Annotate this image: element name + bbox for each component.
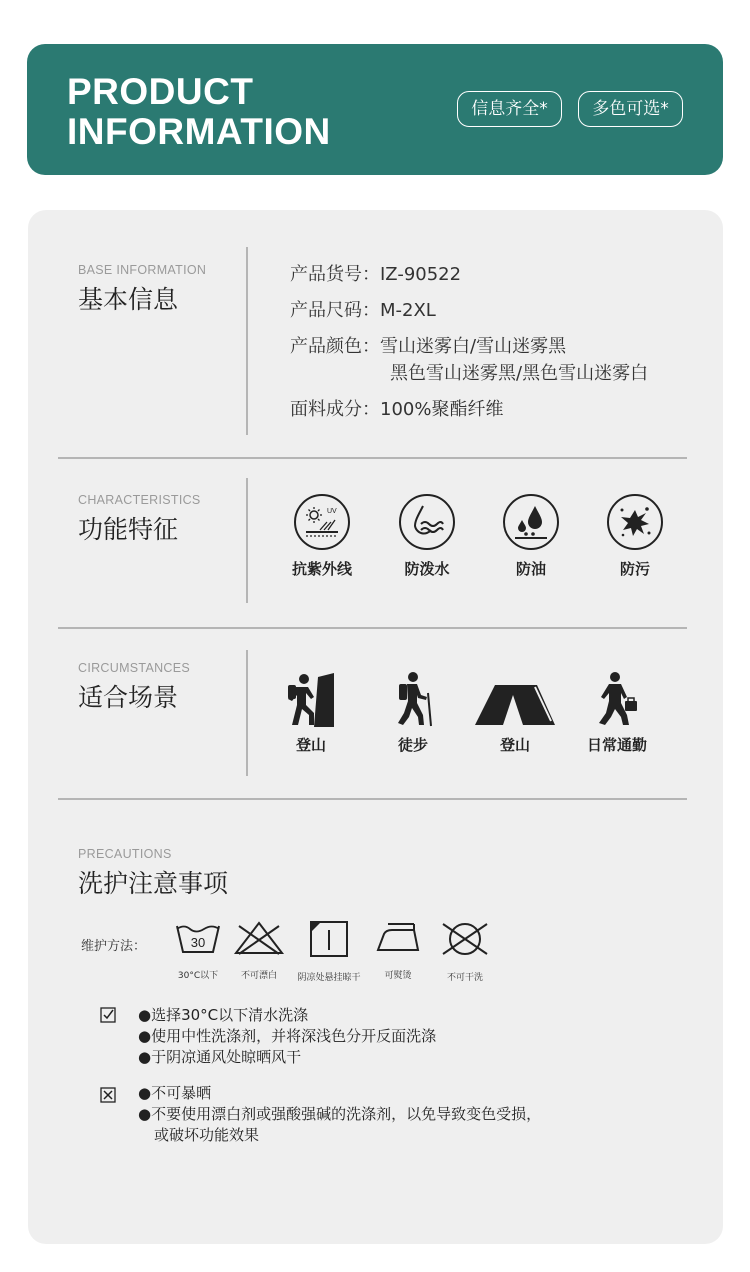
feature-label: 防泼水 (404, 560, 450, 578)
divider-vertical (246, 478, 248, 603)
care-method-label: 维护方法： (81, 939, 147, 954)
feature-label: 防油 (515, 560, 546, 578)
feature-water (382, 494, 472, 579)
info-label: 面料成分： (290, 399, 380, 420)
info-value: IZ-90522 (380, 264, 462, 285)
info-value: 黑色雪山迷雾黑/黑色雪山迷雾白 (390, 363, 649, 384)
oil-proof-icon (503, 494, 559, 550)
scene-hiking (363, 667, 463, 755)
hiking-icon (363, 667, 463, 727)
scene-commute (567, 667, 667, 755)
characteristics-section-title: 功能特征 (78, 515, 179, 544)
checkbox-crossed-icon (100, 1087, 116, 1103)
scene-tent (465, 667, 565, 755)
feature-uv (277, 494, 367, 579)
list-item: ●使用中性洗涤剂，并将深浅色分开反面洗涤 (138, 1027, 437, 1045)
info-row-color-cont (390, 359, 648, 385)
base-section-en: BASE INFORMATION (78, 263, 207, 277)
info-row-material (290, 395, 503, 421)
info-value: 雪山迷雾白/雪山迷雾黑 (380, 336, 567, 357)
scene-climbing (261, 667, 361, 755)
list-item: ●于阴凉通风处晾晒风干 (138, 1048, 302, 1066)
list-item: ●选择30°C以下清水洗涤 (138, 1006, 309, 1024)
care-label: 不可干洗 (446, 973, 483, 983)
line-dry-shade-icon (289, 920, 369, 962)
base-section-title: 基本信息 (78, 285, 179, 314)
care-bleach (219, 920, 299, 981)
info-row-sku (290, 260, 461, 286)
feature-label: 防污 (619, 560, 650, 578)
wash-temp-text: 30 (190, 935, 206, 950)
checkbox-checked-icon (100, 1007, 116, 1023)
tag-complete-info: 信息齐全* (457, 91, 562, 127)
divider-horizontal (58, 627, 687, 629)
stain-proof-icon (607, 494, 663, 550)
no-bleach-icon (219, 920, 299, 960)
do-list (138, 1005, 436, 1068)
care-dryclean (425, 920, 505, 983)
no-dry-clean-icon (425, 920, 505, 962)
precautions-section-title: 洗护注意事项 (78, 869, 229, 898)
circumstances-section-en: CIRCUMSTANCES (78, 661, 191, 675)
header-banner (27, 44, 723, 175)
title-line-2: INFORMATION (67, 111, 331, 152)
care-dry (289, 920, 369, 983)
water-repellent-icon (399, 494, 455, 550)
feature-label: 抗紫外线 (291, 560, 352, 578)
tent-icon (465, 667, 565, 727)
divider-vertical (246, 650, 248, 776)
care-label: 30°C以下 (177, 971, 219, 981)
info-label: 产品货号： (290, 264, 380, 285)
page-title (67, 72, 331, 152)
list-item: 或破坏功能效果 (154, 1126, 260, 1144)
uv-protection-icon (294, 494, 350, 550)
info-label: 产品尺码： (290, 300, 380, 321)
care-label: 可熨烫 (384, 971, 412, 981)
list-item: ●不可暴晒 (138, 1084, 212, 1102)
scene-label: 登山 (295, 736, 326, 754)
info-label: 产品颜色： (290, 336, 380, 357)
feature-oil (486, 494, 576, 579)
list-item: ●不要使用漂白剂或强酸强碱的洗涤剂，以免导致变色受损， (138, 1105, 542, 1123)
care-label: 阴凉处悬挂晾干 (297, 973, 361, 983)
circumstances-section-title: 适合场景 (78, 683, 179, 712)
divider-horizontal (58, 457, 687, 459)
info-value: 100%聚酯纤维 (380, 399, 504, 420)
info-row-size (290, 296, 436, 322)
info-row-color (290, 332, 566, 358)
dont-list (138, 1083, 541, 1146)
climbing-icon (261, 667, 361, 727)
uv-text: UV (327, 508, 337, 515)
info-value: M-2XL (380, 300, 436, 321)
feature-stain (590, 494, 680, 579)
characteristics-section-en: CHARACTERISTICS (78, 493, 201, 507)
scene-label: 登山 (499, 736, 530, 754)
precautions-section-en: PRECAUTIONS (78, 847, 172, 861)
tag-multi-color: 多色可选* (578, 91, 683, 127)
scene-label: 日常通勤 (586, 736, 647, 754)
care-label: 不可漂白 (240, 971, 277, 981)
divider-horizontal (58, 798, 687, 800)
info-card (28, 210, 723, 1244)
commute-icon (567, 667, 667, 727)
scene-label: 徒步 (397, 736, 428, 754)
divider-vertical (246, 247, 248, 435)
title-line-1: PRODUCT (67, 71, 254, 112)
